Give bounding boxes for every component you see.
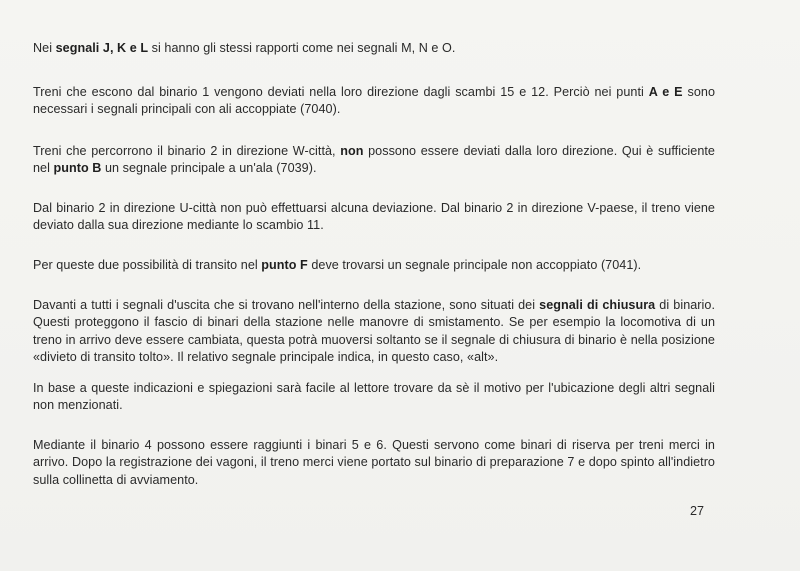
text-run: In base a queste indicazioni e spiegazioni sarà facile al lettore trovare da sè il motivo per l'ubicazione degli altri segnali non menzionati. (33, 381, 715, 413)
paragraph-track-2-u-city (33, 200, 715, 235)
text-run: Nei (33, 41, 56, 55)
paragraph-track-2-w-city (33, 143, 715, 178)
bold-text-run: punto B (53, 161, 102, 176)
paragraph-closure-signals (33, 297, 715, 367)
text-run: un segnale principale a un'ala (7039). (101, 161, 317, 176)
text-run: Treni che escono dal binario 1 vengono deviati nella loro direzione dagli scambi 15 e 12. Perciò nei punti (33, 85, 649, 99)
bold-text-run: A e E (648, 85, 683, 99)
text-run: Mediante il binario 4 possono essere raggiunti i binari 5 e 6. Questi servono come binari di riserva per treni merci in arrivo. Dopo la registrazione dei vagoni, il treno merci viene portato sul binario di preparazione 7 e dopo spinto all'indietro sulla collinetta di avviamento. (33, 438, 715, 487)
text-run: Davanti a tutti i segnali d'uscita che si trovano nell'interno della stazione, sono situati dei (33, 298, 540, 312)
text-run: Treni che percorrono il binario 2 in direzione W-città, (33, 144, 341, 158)
page-number: 27 (690, 504, 705, 518)
text-run: possono essere deviati dalla loro direzione. Qui è sufficiente nel (33, 144, 715, 176)
text-run: sono necessari i segnali principali con ali accoppiate (7040). (33, 85, 716, 117)
bold-text-run: segnali J, K e L (55, 41, 149, 55)
bold-text-run: segnali di chiusura (539, 298, 656, 312)
bold-text-run: punto F (261, 258, 308, 272)
text-run: di binario. Questi proteggono il fascio di binari della stazione nelle manovre di smistamento. Se per esempio la locomotiva di un treno in arrivo deve essere cambiata, questa potrà muoversi soltanto se il segnale di chiusura di binario è nella posizione «divieto di transito tolto». Il relativo segnale principale indica, in questo caso, «alt». (33, 298, 715, 365)
text-run: Dal binario 2 in direzione U-città non può effettuarsi alcuna deviazione. Dal binario 2 in direzione V-paese, il treno viene deviato dalla sua direzione mediante lo scambio 11. (33, 201, 715, 233)
text-run: Per queste due possibilità di transito nel (33, 258, 262, 272)
text-run: deve trovarsi un segnale principale non accoppiato (7041). (307, 258, 642, 272)
bold-text-run: non (340, 144, 364, 158)
paragraph-other-signals (33, 380, 715, 415)
paragraph-point-f (33, 257, 715, 274)
text-run: si hanno gli stessi rapporti come nei segnali M, N e O. (148, 41, 456, 55)
paragraph-signals-jkl (33, 40, 715, 57)
paragraph-track-4 (33, 437, 715, 489)
paragraph-track-1 (33, 84, 715, 119)
